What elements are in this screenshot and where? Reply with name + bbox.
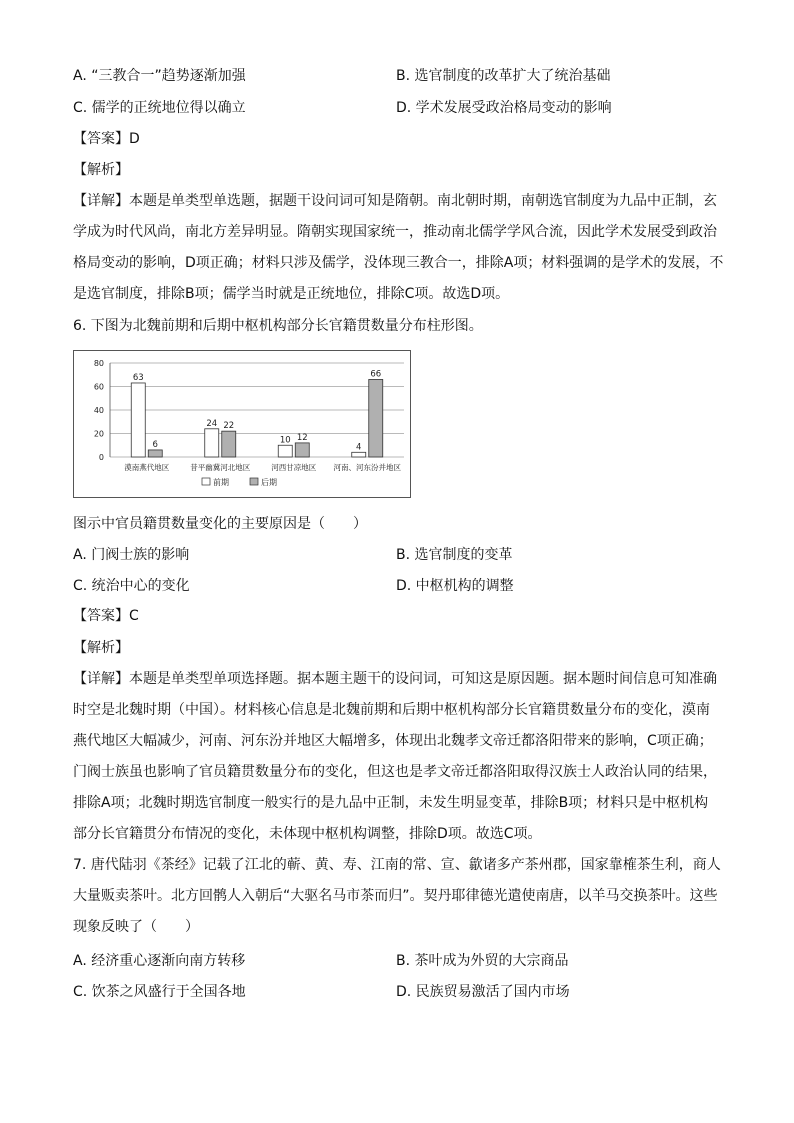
- q7-option-d: D. 民族贸易激活了国内市场: [396, 984, 570, 1000]
- q7-stem-line: 7. 唐代陆羽《茶经》记载了江北的蕲、黄、寿、江南的常、宣、歙诸多产茶州郡，国家靠榷茶生利，商人: [73, 857, 721, 873]
- data-label: 63: [132, 372, 144, 383]
- legend-swatch: [202, 478, 210, 485]
- q6-answer: 【答案】C: [73, 608, 139, 624]
- q7-option-a: A. 经济重心逐渐向南方转移: [73, 953, 246, 969]
- q6-question: 图示中官员籍贯数量变化的主要原因是（ ）: [73, 516, 367, 532]
- y-tick-label: 40: [93, 406, 104, 415]
- q5-analysis-label: 【解析】: [73, 162, 129, 178]
- q7-option-c: C. 饮茶之风盛行于全国各地: [73, 984, 246, 1000]
- bar: [131, 383, 145, 457]
- legend-label: 后期: [261, 478, 277, 487]
- bar: [295, 443, 309, 457]
- q6-explanation-line: 时空是北魏时期（中国）。材料核心信息是北魏前期和后期中枢机构部分长官籍贯数量分布的变化，漠南: [73, 702, 710, 718]
- bar-chart-svg: [74, 351, 410, 497]
- q5-explanation-line: 【详解】本题是单类型单选题，据题干设问词可知是隋朝。南北朝时期，南朝选官制度为九品中正制，玄: [73, 193, 717, 209]
- y-tick-label: 20: [93, 429, 104, 439]
- q7-stem: [73, 850, 723, 943]
- data-label: 66: [370, 369, 382, 380]
- bar: [148, 450, 162, 457]
- q6-explanation-line: 燕代地区大幅减少，河南、河东汾并地区大幅增多，体现出北魏孝文帝迁都洛阳带来的影响，C项正确；: [73, 733, 713, 749]
- q7-stem-line: 大量贩卖茶叶。北方回鹘人入朝后“大驱名马市茶而归”。契丹耶律德光遣使南唐，以羊马交换茶叶。这些: [73, 888, 718, 904]
- q6-analysis-label: 【解析】: [73, 640, 129, 656]
- bar: [278, 445, 292, 457]
- bar: [205, 429, 219, 457]
- bar: [369, 379, 383, 457]
- q6-option-c: C. 统治中心的变化: [73, 578, 190, 594]
- category-label: 漠南燕代地区: [124, 463, 170, 472]
- q6-option-b: B. 选官制度的变革: [396, 547, 513, 563]
- bar: [222, 431, 236, 457]
- legend-label: 前期: [213, 478, 229, 487]
- data-label: 22: [223, 421, 235, 432]
- q6-stem: 6. 下图为北魏前期和后期中枢机构部分长官籍贯数量分布柱形图。: [73, 318, 483, 334]
- category-label: 昔平幽冀河北地区: [190, 463, 251, 472]
- q6-explanation: [73, 664, 723, 850]
- data-label: 6: [152, 439, 158, 450]
- data-label: 10: [279, 435, 291, 446]
- q6-explanation-line: 排除A项；北魏时期选官制度一般实行的是九品中正制，未发生明显变革，排除B项；材料只是中枢机构: [73, 795, 709, 811]
- y-tick-label: 0: [98, 453, 104, 462]
- q5-explanation-line: 是选官制度，排除B项；儒学当时就是正统地位，排除C项。故选D项。: [73, 286, 510, 302]
- q7-stem-line: 现象反映了（ ）: [73, 919, 199, 935]
- q5-answer: 【答案】D: [73, 131, 140, 147]
- data-label: 12: [296, 432, 308, 443]
- category-label: 河南、河东汾并地区: [333, 463, 401, 472]
- q5-option-b: B. 选官制度的改革扩大了统治基础: [396, 68, 611, 84]
- q6-explanation-line: 门阀士族虽也影响了官员籍贯数量分布的变化，但这也是孝文帝迁都洛阳取得汉族士人政治认同的结果，: [73, 764, 717, 780]
- data-label: 24: [206, 418, 218, 429]
- q5-explanation: [73, 186, 723, 310]
- legend-swatch: [250, 478, 258, 485]
- q7-option-b: B. 茶叶成为外贸的大宗商品: [396, 953, 569, 969]
- category-label: 河西甘凉地区: [271, 463, 317, 472]
- q5-option-d: D. 学术发展受政治格局变动的影响: [396, 100, 612, 116]
- data-label: 4: [356, 442, 362, 453]
- bar-chart: [73, 350, 411, 498]
- q6-option-a: A. 门阀士族的影响: [73, 547, 190, 563]
- y-tick-label: 80: [93, 359, 104, 368]
- q5-option-c: C. 儒学的正统地位得以确立: [73, 100, 246, 116]
- q5-explanation-line: 格局变动的影响，D项正确；材料只涉及儒学，没体现三教合一，排除A项；材料强调的是学术的发展，不: [73, 255, 724, 271]
- q6-option-d: D. 中枢机构的调整: [396, 578, 514, 594]
- q6-explanation-line: 部分长官籍贯分布情况的变化，未体现中枢机构调整，排除D项。故选C项。: [73, 826, 542, 842]
- q5-explanation-line: 学成为时代风尚，南北方差异明显。隋朝实现国家统一，推动南北儒学学风合流，因此学术发展受到政治: [73, 224, 717, 240]
- y-tick-label: 60: [93, 382, 104, 392]
- bar: [352, 452, 366, 457]
- q5-option-a: A. “三教合一”趋势逐渐加强: [73, 68, 246, 84]
- q6-explanation-line: 【详解】本题是单类型单项选择题。据本题主题干的设问词，可知这是原因题。据本题时间信息可知准确: [73, 671, 717, 687]
